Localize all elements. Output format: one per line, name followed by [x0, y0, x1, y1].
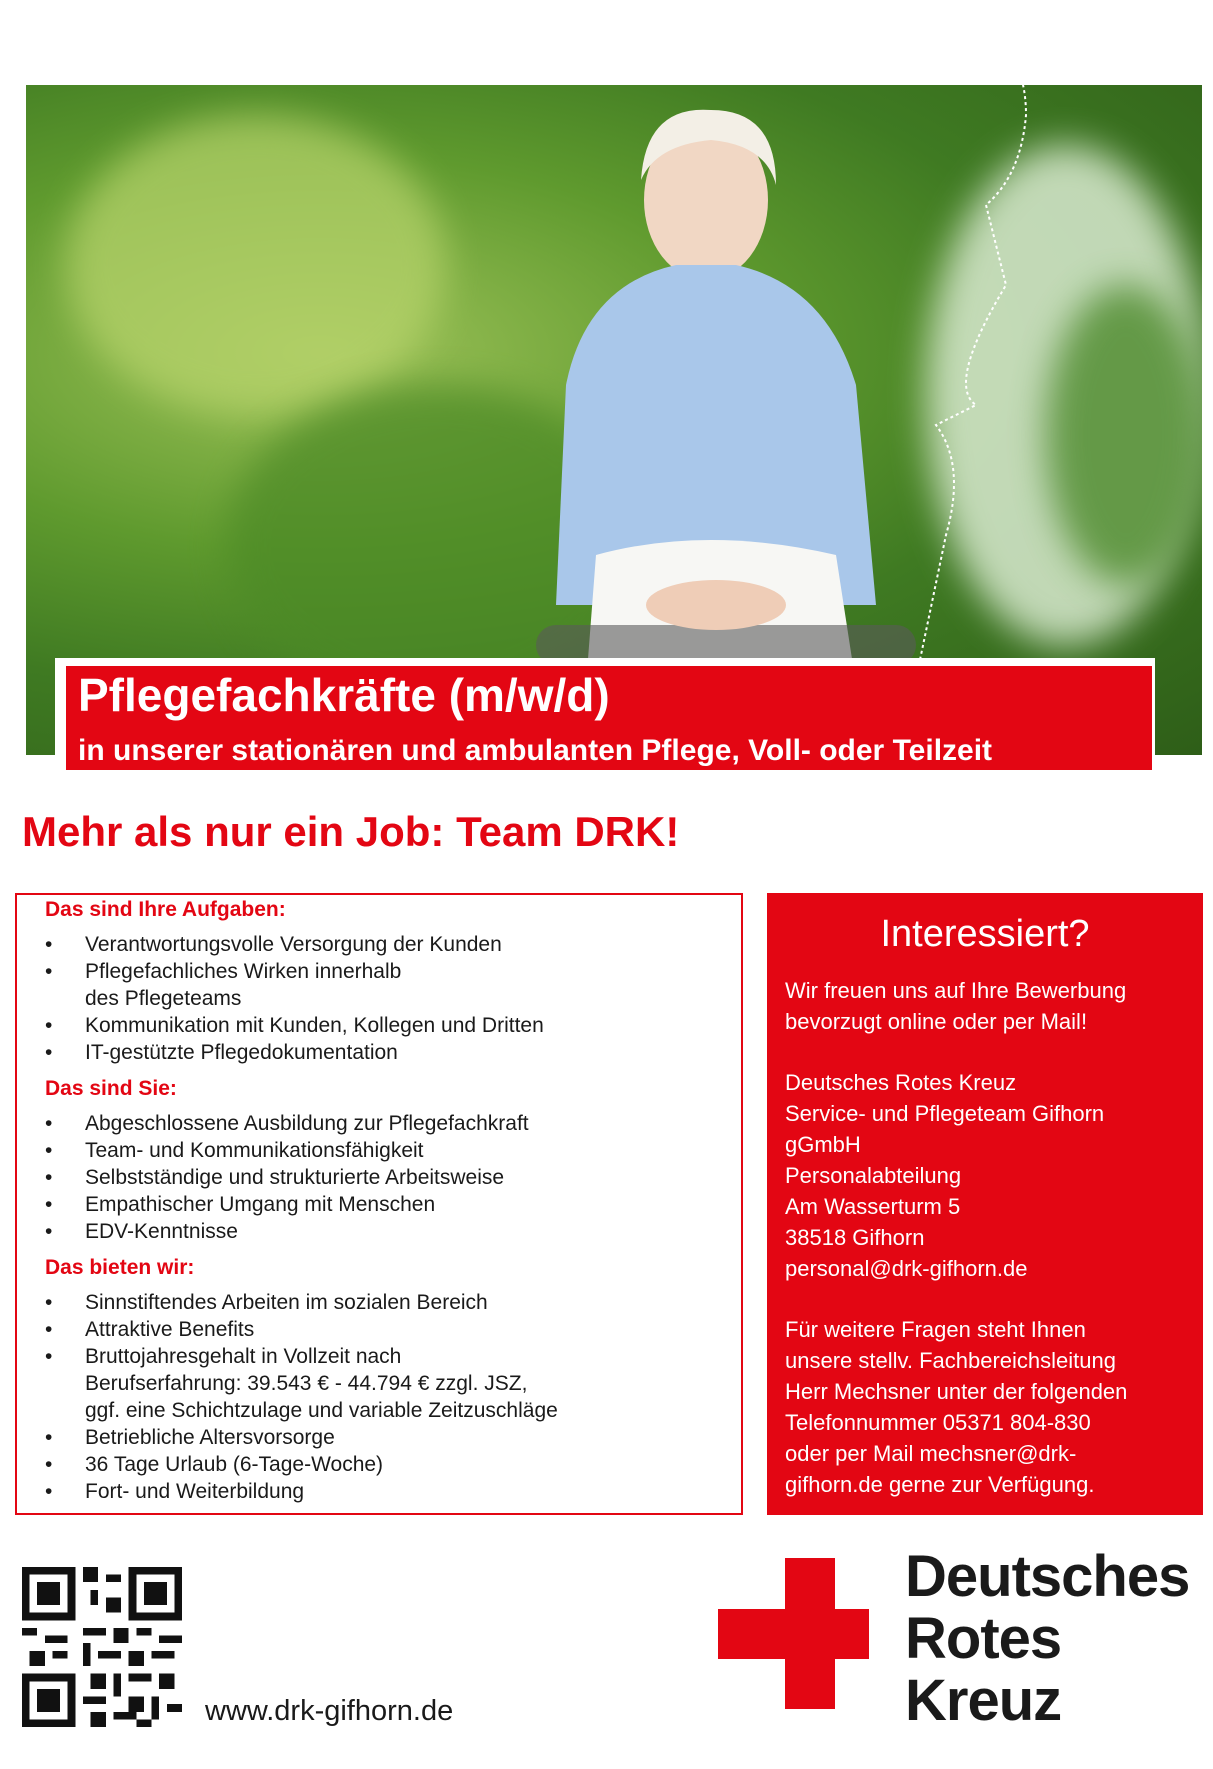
job-subtitle: in unserer stationären und ambulanten Pflege, Voll- oder Teilzeit	[78, 734, 993, 767]
contact-line: Service- und Pflegeteam Gifhorn	[785, 1101, 1105, 1126]
contact-line: oder per Mail mechsner@drk-	[785, 1441, 1077, 1466]
brand-word: Deutsches	[905, 1544, 1190, 1609]
profile-heading: Das sind Sie:	[45, 1077, 177, 1100]
contact-line: gifhorn.de gerne zur Verfügung.	[785, 1472, 1095, 1497]
offer-heading: Das bieten wir:	[45, 1256, 195, 1279]
contact-line: Deutsches Rotes Kreuz	[785, 1070, 1017, 1095]
contact-line: Herr Mechsner unter der folgenden	[785, 1379, 1128, 1404]
brand-word: Kreuz	[905, 1668, 1062, 1733]
contact-line: Personalabteilung	[785, 1163, 962, 1188]
slogan: Mehr als nur ein Job: Team DRK!	[22, 808, 680, 855]
contact-line: 38518 Gifhorn	[785, 1225, 925, 1250]
qr-code-icon[interactable]	[22, 1567, 182, 1727]
tasks-heading: Das sind Ihre Aufgaben:	[45, 898, 286, 921]
contact-line: Für weitere Fragen steht Ihnen	[785, 1317, 1086, 1342]
brand-word: Rotes	[905, 1606, 1062, 1671]
contact-title: Interessiert?	[880, 913, 1090, 955]
contact-phone: Telefonnummer 05371 804-830	[785, 1410, 1091, 1435]
dotted-outline-figure	[646, 85, 1146, 755]
contact-line: bevorzugt online oder per Mail!	[785, 1009, 1088, 1034]
contact-line: unsere stellv. Fachbereichsleitung	[785, 1348, 1116, 1373]
contact-box	[767, 893, 1203, 1515]
contact-line: Am Wasserturm 5	[785, 1194, 961, 1219]
job-title: Pflegefachkräfte (m/w/d)	[78, 669, 610, 721]
contact-email-link[interactable]: personal@drk-gifhorn.de	[785, 1256, 1028, 1281]
website-link[interactable]: www.drk-gifhorn.de	[205, 1695, 454, 1727]
red-cross-bar	[718, 1609, 869, 1659]
contact-line: Wir freuen uns auf Ihre Bewerbung	[785, 978, 1127, 1003]
hero-photo	[26, 85, 1202, 755]
contact-line: gGmbH	[785, 1132, 861, 1157]
